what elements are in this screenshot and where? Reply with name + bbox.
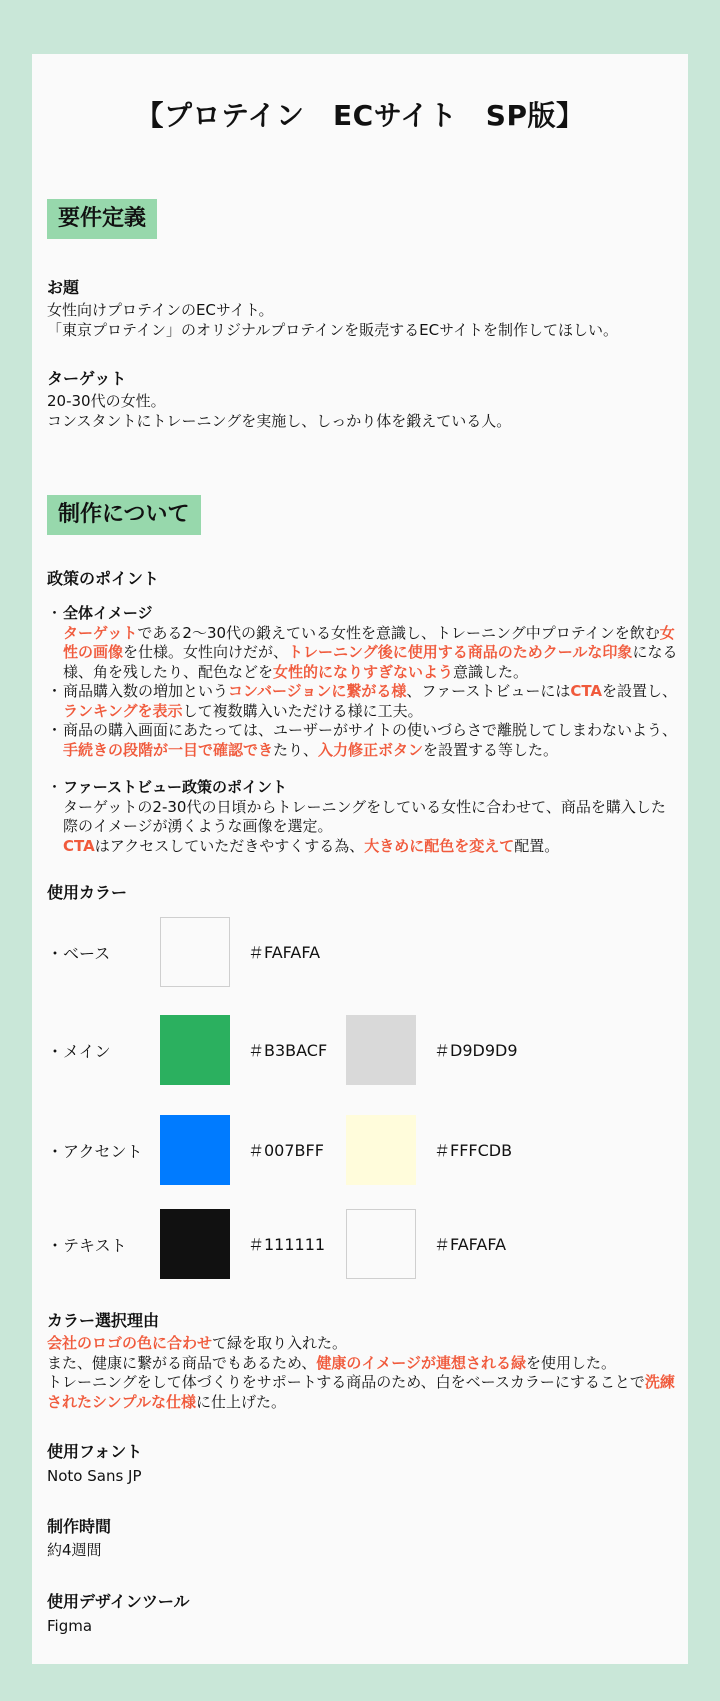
theme-line-2: 「東京プロテイン」のオリジナルプロテインを販売するECサイトを制作してほしい。 bbox=[47, 320, 619, 339]
color-code: ＃007BFF bbox=[248, 1141, 324, 1160]
portfolio-card bbox=[32, 54, 688, 1664]
time-value: 約4週間 bbox=[47, 1541, 102, 1559]
color-label: ・テキスト bbox=[47, 1236, 127, 1255]
policy-heading: 政策のポイント bbox=[47, 569, 160, 588]
swatch-main-primary bbox=[160, 1015, 230, 1085]
swatch-text-primary bbox=[160, 1209, 230, 1279]
color-code: ＃FAFAFA bbox=[248, 943, 321, 962]
color-label: ・アクセント bbox=[47, 1142, 143, 1161]
font-value: Noto Sans JP bbox=[47, 1467, 142, 1485]
color-code: ＃D9D9D9 bbox=[434, 1041, 518, 1060]
tool-value: Figma bbox=[47, 1617, 93, 1635]
color-label: ・メイン bbox=[47, 1042, 111, 1061]
firstview-text-1: ターゲットの2-30代の日頃からトレーニングをしている女性に合わせて、商品を購入した際のイメージが湧くような画像を選定。 bbox=[63, 797, 666, 835]
theme-text bbox=[47, 301, 678, 340]
policy-firstview bbox=[47, 778, 678, 856]
time-heading: 制作時間 bbox=[47, 1517, 112, 1536]
color-row-text bbox=[47, 1207, 678, 1281]
color-row-accent bbox=[47, 1113, 678, 1187]
tool-heading: 使用デザインツール bbox=[47, 1592, 190, 1611]
overall-heading: 全体イメージ bbox=[63, 604, 153, 622]
swatch-base bbox=[160, 917, 230, 987]
swatch-accent-secondary bbox=[346, 1115, 416, 1185]
section-tag-requirements: 要件定義 bbox=[47, 199, 157, 239]
theme-line-1: 女性向けプロテインのECサイト。 bbox=[47, 301, 274, 319]
color-reason-heading: カラー選択理由 bbox=[47, 1311, 160, 1330]
color-code: ＃111111 bbox=[248, 1235, 326, 1254]
bullet-dot: ・ bbox=[47, 721, 63, 739]
overall-text: ターゲットである2〜30代の鍛えている女性を意識し、トレーニング中プロテインを飲む女性の画像を仕様。女性向けだが、トレーニング後に使用する商品のためクールな印象になる様、角を残したり、配色などを女性的になりすぎないよう意識した。 bbox=[63, 623, 678, 681]
color-row-base bbox=[47, 915, 678, 989]
section-tag-production: 制作について bbox=[47, 495, 201, 535]
swatch-main-secondary bbox=[346, 1015, 416, 1085]
reason-line-3: トレーニングをして体づくりをサポートする商品のため、白をベースカラーにすることで洗練されたシンプルな仕様に仕上げた。 bbox=[47, 1373, 675, 1411]
policy-purchase: ・ 商品の購入画面にあたっては、ユーザーがサイトの使いづらさで離脱してしまわないよう、手続きの段階が一目で確認できたり、入力修正ボタンを設置する等した。 bbox=[47, 721, 677, 759]
bullet-dot: ・ bbox=[47, 682, 63, 700]
color-reason-text bbox=[47, 1334, 678, 1412]
color-label: ・ベース bbox=[47, 944, 111, 963]
reason-line-2: また、健康に繋がる商品でもあるため、健康のイメージが連想される緑を使用した。 bbox=[47, 1353, 616, 1372]
target-line-1: 20-30代の女性。 bbox=[47, 392, 166, 410]
color-row-main bbox=[47, 1013, 678, 1087]
policy-conversion: ・ 商品購入数の増加というコンバージョンに繋がる様、ファーストビューにはCTAを設置し、ランキングを表示して複数購入いただける様に工夫。 bbox=[47, 682, 678, 720]
firstview-text-2: CTAはアクセスしていただきやすくする為、大きめに配色を変えて配置。 bbox=[63, 836, 560, 855]
target-heading: ターゲット bbox=[47, 369, 127, 388]
bullet-dot: ・ bbox=[47, 778, 63, 796]
theme-heading: お題 bbox=[47, 278, 80, 297]
policy-overall bbox=[47, 604, 678, 682]
target-text bbox=[47, 392, 678, 431]
swatch-accent-primary bbox=[160, 1115, 230, 1185]
page-title: 【プロテイン ECサイト SP版】 bbox=[135, 99, 585, 132]
bullet-dot: ・ bbox=[47, 604, 63, 622]
reason-line-1: 会社のロゴの色に合わせて緑を取り入れた。 bbox=[47, 1334, 348, 1352]
target-line-2: コンスタントにトレーニングを実施し、しっかり体を鍛えている人。 bbox=[47, 411, 512, 430]
color-code: ＃B3BACF bbox=[248, 1041, 328, 1060]
policy-list bbox=[47, 604, 678, 856]
swatch-text-secondary bbox=[346, 1209, 416, 1279]
font-heading: 使用フォント bbox=[47, 1442, 143, 1461]
colors-heading: 使用カラー bbox=[47, 883, 128, 902]
color-code: ＃FAFAFA bbox=[434, 1235, 507, 1254]
color-code: ＃FFFCDB bbox=[434, 1141, 513, 1160]
firstview-heading: ファーストビュー政策のポイント bbox=[63, 778, 287, 796]
